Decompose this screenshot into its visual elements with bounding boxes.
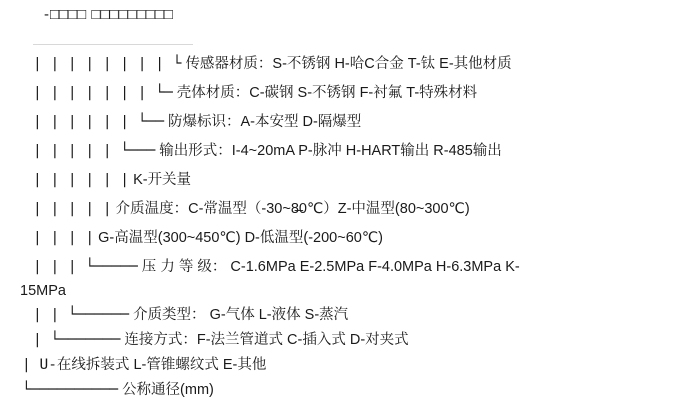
title-divider [33, 44, 193, 45]
row-medium-type-bars: | | └────── [33, 307, 130, 323]
row-explosion-proof-label: 防爆标识：A-本安型 D-隔爆型 [167, 114, 362, 130]
title-code-boxes-left: □□□□ [50, 6, 87, 23]
row-switch-quantity [33, 171, 191, 191]
row-output-form-bars: | | | | | └─── [33, 143, 156, 159]
row-medium-temperature-cont-label: G-高温型(300~450℃) D-低温型(-200~60℃) [98, 230, 383, 246]
title-code-boxes-right: □□□□□□□□□ [91, 6, 173, 23]
row-connection-method-bars: | └─────── [33, 332, 121, 348]
row-shell-material-bars: | | | | | | | └─ [33, 85, 173, 101]
row-switch-quantity-label: K-开关量 [133, 172, 192, 188]
row-connection-method-cont-bars: | U-在线拆装式 [22, 357, 130, 373]
row-pressure-rating-wrap-label: 15MPa [20, 283, 66, 299]
row-medium-temperature-cont [33, 229, 383, 249]
row-sensor-material [33, 55, 512, 75]
row-connection-method [33, 331, 409, 351]
row-medium-temperature [33, 200, 470, 220]
row-shell-material-label: 壳体材质：C-碳钢 S-不锈钢 F-衬氟 T-特殊材料 [176, 85, 478, 101]
row-connection-method-cont [22, 356, 266, 376]
row-switch-quantity-bars: | | | | | | [33, 172, 130, 188]
row-pressure-rating-bars: | | | └───── [33, 259, 138, 275]
row-sensor-material-label: 传感器材质：S-不锈钢 H-哈C合金 T-钛 E-其他材质 [185, 56, 512, 72]
row-sensor-material-bars: | | | | | | | | └ [33, 56, 182, 72]
row-shell-material [33, 84, 477, 104]
row-pressure-rating-wrap [20, 283, 66, 299]
row-explosion-proof-bars: | | | | | | └── [33, 114, 164, 130]
row-medium-temperature-label: 介质温度：C-常温型（-30~8̶0℃）Z-中温型(80~300℃) [115, 201, 470, 217]
row-output-form-label: 输出形式：I-4~20mA P-脉冲 H-HART输出 R-485输出 [159, 143, 502, 159]
row-explosion-proof [33, 113, 361, 133]
title-prefix: - [44, 6, 50, 23]
row-nominal-diameter-label: 公称通径(mm) [122, 382, 214, 398]
row-medium-type [33, 306, 348, 326]
row-pressure-rating [33, 258, 520, 278]
row-medium-temperature-bars: | | | | | [33, 201, 112, 217]
row-nominal-diameter [22, 381, 214, 401]
diagram-title [44, 6, 173, 23]
row-connection-method-cont-label: L-管锥螺纹式 E-其他 [133, 357, 267, 373]
row-nominal-diameter-bars: └────────── [22, 382, 119, 398]
row-medium-temperature-cont-bars: | | | | [33, 230, 95, 246]
row-pressure-rating-label: 压 力 等 级： C-1.6MPa E-2.5MPa F-4.0MPa H-6.3MPa K- [141, 259, 520, 275]
row-medium-type-label: 介质类型： G-气体 L-液体 S-蒸汽 [133, 307, 349, 323]
row-connection-method-label: 连接方式：F-法兰管道式 C-插入式 D-对夹式 [124, 332, 409, 348]
row-output-form [33, 142, 502, 162]
